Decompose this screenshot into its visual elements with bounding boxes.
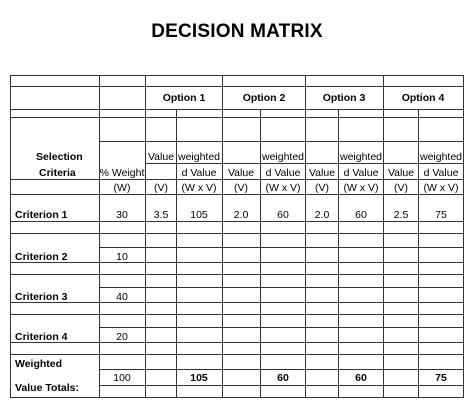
criterion-1-o2-value: 2.0 bbox=[233, 209, 249, 221]
totals-option-1: 105 bbox=[190, 372, 208, 384]
o4-v-header: (V) bbox=[394, 182, 408, 194]
o1-value-header: Value bbox=[147, 151, 175, 163]
criterion-1-weight: 30 bbox=[116, 209, 128, 221]
o1-wxv-header: (W x V) bbox=[181, 182, 217, 194]
o2-wxv-header: (W x V) bbox=[265, 182, 301, 194]
criterion-1-o3-weighted: 60 bbox=[355, 209, 367, 221]
o1-weighted-header: weighted bbox=[177, 151, 221, 163]
o4-value-header: Value bbox=[387, 167, 415, 179]
o2-v-header: (V) bbox=[234, 182, 248, 194]
criterion-4-weight: 20 bbox=[116, 331, 128, 343]
totals-option-4: 75 bbox=[435, 372, 447, 384]
o1-dvalue-header: d Value bbox=[181, 167, 217, 179]
option-2-header: Option 2 bbox=[242, 92, 286, 104]
o3-dvalue-header: d Value bbox=[343, 167, 379, 179]
criteria-header: Criteria bbox=[39, 167, 76, 179]
o2-weighted-header: weighted bbox=[261, 151, 305, 163]
option-3-header: Option 3 bbox=[322, 92, 366, 104]
criterion-1-o4-weighted: 75 bbox=[435, 209, 447, 221]
criterion-1-label: Criterion 1 bbox=[15, 209, 68, 221]
o4-wxv-header: (W x V) bbox=[423, 182, 459, 194]
option-4-header: Option 4 bbox=[401, 92, 445, 104]
o4-weighted-header: weighted bbox=[419, 151, 463, 163]
criterion-1-o2-weighted: 60 bbox=[277, 209, 289, 221]
pct-weight-header: % Weight bbox=[99, 167, 145, 179]
criterion-4-label: Criterion 4 bbox=[15, 331, 68, 343]
o2-dvalue-header: d Value bbox=[265, 167, 301, 179]
criterion-2-label: Criterion 2 bbox=[15, 251, 68, 263]
o3-weighted-header: weighted bbox=[339, 151, 383, 163]
totals-option-2: 60 bbox=[277, 372, 289, 384]
selection-header: Selection bbox=[36, 151, 83, 163]
o1-v-header: (V) bbox=[154, 182, 168, 194]
option-1-header: Option 1 bbox=[162, 92, 206, 104]
totals-label-top: Weighted bbox=[15, 358, 63, 370]
criterion-3-label: Criterion 3 bbox=[15, 291, 68, 303]
criterion-2-weight: 10 bbox=[116, 251, 128, 263]
totals-option-3: 60 bbox=[355, 372, 367, 384]
criterion-1-o1-weighted: 105 bbox=[190, 209, 208, 221]
totals-label-bottom: Value Totals: bbox=[15, 382, 79, 394]
criterion-1-o3-value: 2.0 bbox=[314, 209, 330, 221]
o2-value-header: Value bbox=[227, 167, 255, 179]
criterion-3-weight: 40 bbox=[116, 291, 128, 303]
criterion-1-o1-value: 3.5 bbox=[153, 209, 169, 221]
o3-value-header: Value bbox=[308, 167, 336, 179]
w-header: (W) bbox=[113, 182, 131, 194]
totals-weight: 100 bbox=[113, 372, 131, 384]
o3-wxv-header: (W x V) bbox=[343, 182, 379, 194]
criterion-1-o4-value: 2.5 bbox=[393, 209, 409, 221]
page-title: DECISION MATRIX bbox=[151, 21, 323, 42]
table-border bbox=[11, 76, 464, 398]
o3-v-header: (V) bbox=[315, 182, 329, 194]
o4-dvalue-header: d Value bbox=[423, 167, 459, 179]
